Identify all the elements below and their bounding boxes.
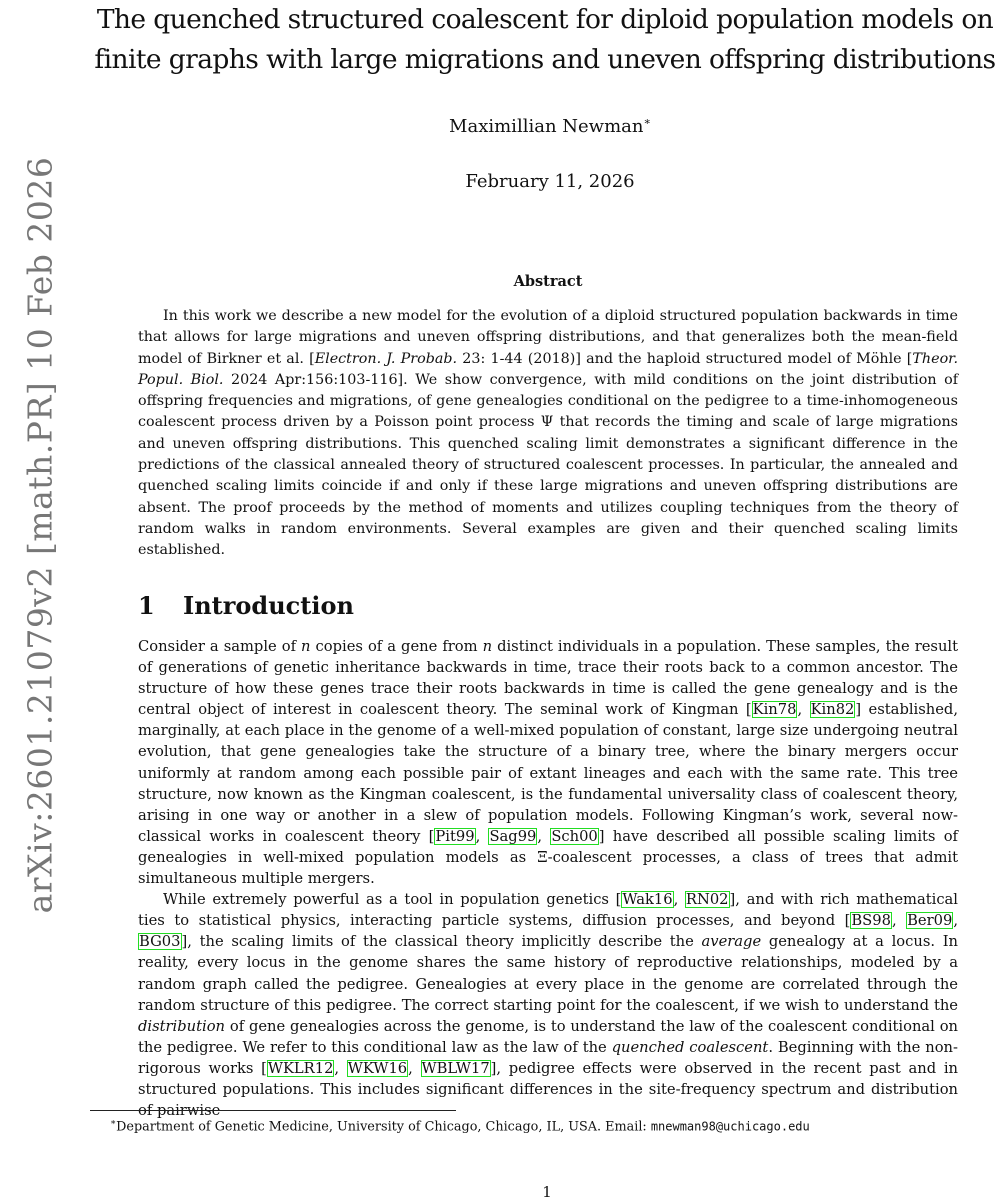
citation-link[interactable]: WBLW17: [421, 1059, 490, 1077]
section-number: 1: [138, 591, 155, 620]
citation-link[interactable]: Pit99: [435, 827, 475, 845]
page-number: 1: [542, 1183, 552, 1201]
paper-title: The quenched structured coalescent for diploid population models on finite graphs with large migrations and uneven offspring distributions: [94, 4, 996, 75]
citation-link[interactable]: WKW16: [347, 1059, 408, 1077]
abstract-heading: Abstract: [513, 273, 583, 290]
citation-link[interactable]: Kin78: [752, 701, 797, 719]
citation-link[interactable]: BG03: [139, 933, 181, 951]
arxiv-identifier: arXiv:2601.21079v2 [math.PR] 10 Feb 2026: [20, 156, 60, 914]
paragraph: Consider a sample of n copies of a gene from n distinct individuals in a population. These samples, the result of generations of genetic inheritance backwards in time, trace their roots back to a common ancestor. The structure of how these genes trace their roots backwards in time is called the gene genealogy and is the central object of interest in coalescent theory. The seminal work of Kingman [Kin78, Kin82] established, marginally, at each place in the genome of a well-mixed population of constant, large size undergoing neutral evolution, that gene genealogies take the structure of a binary tree, where the binary mergers occur uniformly at random among each possible pair of extant lineages and each with the same rate. This tree structure, now known as the Kingman coalescent, is the fundamental universality class of coalescent theory, arising in one way or another in a slew of population models. Following Kingman’s work, several now-classical works in coalescent theory [Pit99, Sag99, Sch00] have described all possible scaling limits of genealogies in well-mixed population models as Ξ-coalescent processes, a class of trees that admit simultaneous multiple mergers.: [138, 638, 959, 888]
citation-link[interactable]: Kin82: [810, 701, 855, 719]
abstract-text: In this work we describe a new model for the evolution of a diploid structured population backwards in time that allows for large migrations and uneven offspring distributions, and that generalizes both the mean-field model of Birkner et al. [Electron. J. Probab. 23: 1-44 (2018)] and the haploid structured model of Möhle [Theor. Popul. Biol. 2024 Apr:156:103-116]. We show convergence, with mild conditions on the joint distribution of offspring frequencies and migrations, of gene genealogies conditional on the pedigree to a time-inhomogeneous coalescent process driven by a Poisson point process Ψ that records the timing and scale of large migrations and uneven offspring distributions. This quenched scaling limit demonstrates a significant difference in the predictions of the classical annealed theory of structured coalescent processes. In particular, the annealed and quenched scaling limits coincide if and only if these large migrations and uneven offspring distributions are absent. The proof proceeds by the method of moments and utilizes coupling techniques from the theory of random walks in random environments. Several examples are given and their quenched scaling limits established.: [138, 308, 958, 559]
author-line: [200, 110, 900, 139]
citation-link[interactable]: Ber09: [907, 912, 953, 930]
citation-link[interactable]: Sch00: [551, 827, 598, 845]
section-title: Introduction: [183, 591, 354, 620]
journal-name: Theor. Popul. Biol.: [138, 350, 958, 388]
author-name: Maximillian Newman: [449, 116, 644, 137]
introduction-body: [138, 636, 958, 1121]
paper-date: February 11, 2026: [465, 171, 635, 192]
author-footnote-mark[interactable]: ∗: [643, 115, 651, 128]
email-address[interactable]: mnewman98@uchicago.edu: [650, 1119, 810, 1134]
citation-link[interactable]: Sag99: [489, 827, 537, 845]
footnote: [110, 1114, 970, 1136]
citation-link[interactable]: Wak16: [622, 891, 673, 909]
footnote-divider: [90, 1110, 456, 1111]
footnote-text: Department of Genetic Medicine, University of Chicago, Chicago, IL, USA. Email:: [116, 1119, 651, 1135]
footnote-mark: ∗: [110, 1118, 117, 1128]
citation-link[interactable]: BS98: [851, 912, 891, 930]
citation-link[interactable]: WKLR12: [267, 1059, 334, 1077]
section-heading: [138, 590, 354, 622]
journal-name: Electron. J. Probab.: [314, 350, 458, 367]
citation-link[interactable]: RN02: [685, 891, 729, 909]
paragraph: While extremely powerful as a tool in population genetics [Wak16, RN02], and with rich mathematical ties to statistical physics, interacting particle systems, diffusion processes, and beyond [BS98, Ber09, BG03], the scaling limits of the classical theory implicitly describe the average genealogy at a locus. In reality, every locus in the genome shares the same history of reproductive relationships, modeled by a random graph called the pedigree. Genealogies at every place in the genome are correlated through the random structure of this pedigree. The correct starting point for the coalescent, if we wish to understand the distribution of gene genealogies across the genome, is to understand the law of the coalescent conditional on the pedigree. We refer to this conditional law as the law of the quenched coalescent. Beginning with the non-rigorous works [WKLR12, WKW16, WBLW17], pedigree effects were observed in the recent past and in structured populations. This includes significant differences in the site-frequency spectrum and distribution of pairwise: [138, 891, 959, 1120]
